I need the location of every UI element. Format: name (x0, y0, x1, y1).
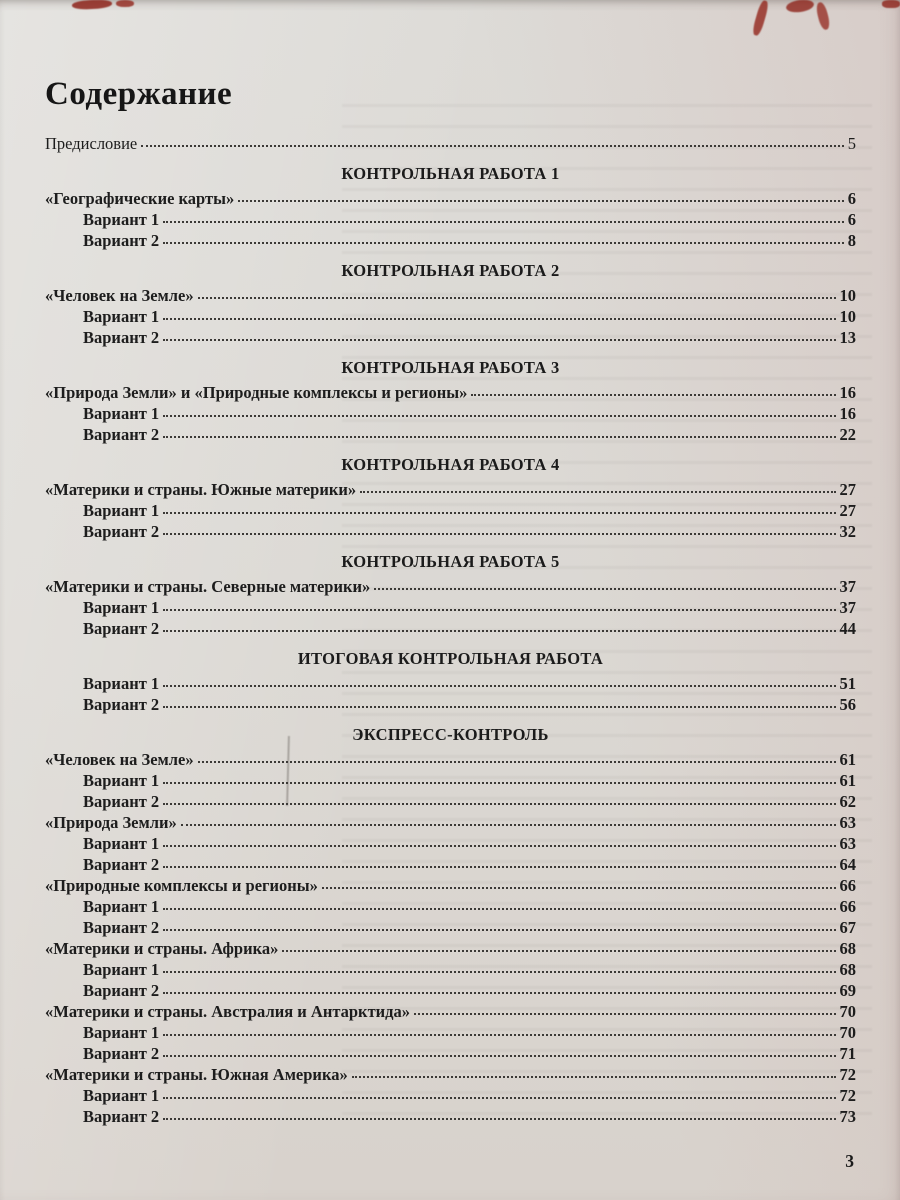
toc-entry-label: Вариант 2 (83, 425, 160, 444)
toc-entry (45, 1022, 856, 1043)
toc-entry (45, 209, 856, 230)
toc-entry-label: Вариант 2 (83, 619, 160, 638)
toc-entry-page-number: 70 (839, 1002, 856, 1021)
toc-entry (45, 1085, 856, 1106)
toc-entry-label: Предисловие (45, 134, 138, 153)
toc-entry-page-number: 63 (839, 813, 856, 832)
toc-leader-dots (163, 415, 835, 417)
toc-leader-dots (374, 588, 835, 590)
toc-leader-dots (163, 1097, 835, 1099)
toc-entry (45, 1043, 856, 1064)
toc-leader-dots (414, 1013, 835, 1015)
toc-leader-dots (198, 297, 836, 299)
toc-entry (45, 833, 856, 854)
toc-entry-label: Вариант 1 (83, 960, 160, 979)
toc-entry (45, 812, 856, 833)
toc-entry (45, 382, 856, 403)
toc-entry-page-number: 6 (847, 210, 856, 229)
toc-entry-page-number: 56 (839, 695, 856, 714)
toc-leader-dots (163, 1055, 835, 1057)
toc-entry-page-number: 68 (839, 939, 856, 958)
toc-leader-dots (163, 685, 835, 687)
toc-entry (45, 917, 856, 938)
toc-leader-dots (163, 242, 844, 244)
toc-leader-dots (360, 491, 835, 493)
toc-leader-dots (322, 887, 836, 889)
toc-entry (45, 188, 856, 209)
toc-entry-label: «Материки и страны. Австралия и Антарктида» (45, 1002, 411, 1021)
toc-entry-page-number: 44 (839, 619, 856, 638)
toc-leader-dots (163, 1034, 835, 1036)
toc-entry (45, 938, 856, 959)
toc-entry-page-number: 10 (839, 286, 856, 305)
toc-leader-dots (163, 866, 835, 868)
toc-entry (45, 327, 856, 348)
toc-section-heading: КОНТРОЛЬНАЯ РАБОТА 1 (341, 164, 560, 183)
toc-entry (45, 618, 856, 639)
toc-entry-label: Вариант 2 (83, 1044, 160, 1063)
toc-entry-page-number: 5 (847, 134, 856, 153)
toc-leader-dots (198, 761, 836, 763)
toc-entry-label: Вариант 2 (83, 855, 160, 874)
toc-entry (45, 597, 856, 618)
toc-entry-label: Вариант 2 (83, 695, 160, 714)
toc-leader-dots (181, 824, 836, 826)
toc-entry (45, 1064, 856, 1085)
toc-entry-label: Вариант 2 (83, 981, 160, 1000)
toc-entry-label: «Географические карты» (45, 189, 235, 208)
toc-entry-label: Вариант 1 (83, 834, 160, 853)
toc-entry-label: Вариант 1 (83, 674, 160, 693)
toc-leader-dots (163, 929, 835, 931)
toc-section-heading: КОНТРОЛЬНАЯ РАБОТА 3 (341, 358, 560, 377)
toc-leader-dots (238, 200, 844, 202)
toc-entry-page-number: 51 (839, 674, 856, 693)
toc-leader-dots (471, 394, 835, 396)
toc-entry (45, 285, 856, 306)
toc-leader-dots (163, 221, 844, 223)
toc-entry (45, 749, 856, 770)
toc-entry (45, 133, 856, 154)
toc-entry-label: «Природа Земли» и «Природные комплексы и регионы» (45, 383, 468, 402)
page-title: Содержание (45, 76, 233, 112)
toc-entry (45, 673, 856, 694)
toc-section-heading: КОНТРОЛЬНАЯ РАБОТА 5 (341, 552, 560, 571)
toc-entry (45, 424, 856, 445)
toc-entry-label: «Материки и страны. Южная Америка» (45, 1065, 348, 1084)
toc-leader-dots (163, 908, 835, 910)
toc-entry (45, 576, 856, 597)
toc-entry-label: Вариант 1 (83, 210, 160, 229)
toc-entry-label: Вариант 2 (83, 792, 160, 811)
toc-section-heading: ЭКСПРЕСС-КОНТРОЛЬ (352, 725, 549, 744)
toc-entry-label: Вариант 1 (83, 404, 160, 423)
table-of-contents (45, 0, 856, 1127)
toc-entry-page-number: 66 (839, 876, 856, 895)
toc-entry-label: Вариант 1 (83, 598, 160, 617)
toc-entry-page-number: 32 (839, 522, 856, 541)
toc-entry-label: «Природные комплексы и регионы» (45, 876, 318, 895)
toc-entry-page-number: 64 (839, 855, 856, 874)
toc-entry (45, 959, 856, 980)
toc-entry-label: Вариант 2 (83, 231, 160, 250)
toc-section-heading: ИТОГОВАЯ КОНТРОЛЬНАЯ РАБОТА (297, 649, 604, 668)
toc-leader-dots (163, 609, 835, 611)
toc-entry-page-number: 37 (839, 598, 856, 617)
toc-entry (45, 854, 856, 875)
toc-entry (45, 306, 856, 327)
toc-entry-page-number: 63 (839, 834, 856, 853)
toc-entry-label: Вариант 2 (83, 522, 160, 541)
toc-entry-page-number: 16 (839, 383, 856, 402)
toc-leader-dots (163, 971, 835, 973)
toc-entry-page-number: 72 (839, 1086, 856, 1105)
toc-entry (45, 1001, 856, 1022)
toc-entry-page-number: 6 (847, 189, 856, 208)
toc-entry (45, 403, 856, 424)
toc-entry (45, 479, 856, 500)
toc-leader-dots (163, 339, 835, 341)
toc-entry-page-number: 61 (839, 750, 856, 769)
toc-leader-dots (163, 706, 835, 708)
toc-entry-page-number: 13 (839, 328, 856, 347)
toc-entry-page-number: 16 (839, 404, 856, 423)
toc-entry (45, 230, 856, 251)
toc-entry-label: Вариант 2 (83, 918, 160, 937)
toc-entry-page-number: 61 (839, 771, 856, 790)
red-ink-mark (882, 0, 900, 8)
toc-leader-dots (163, 318, 835, 320)
toc-leader-dots (163, 845, 835, 847)
toc-entry (45, 694, 856, 715)
toc-leader-dots (141, 145, 844, 147)
toc-entry-page-number: 73 (839, 1107, 856, 1126)
toc-entry-label: Вариант 1 (83, 897, 160, 916)
toc-entry-page-number: 68 (839, 960, 856, 979)
toc-entry-page-number: 67 (839, 918, 856, 937)
toc-entry-label: «Материки и страны. Африка» (45, 939, 279, 958)
toc-leader-dots (352, 1076, 836, 1078)
toc-section-heading: КОНТРОЛЬНАЯ РАБОТА 4 (341, 455, 560, 474)
toc-leader-dots (163, 803, 835, 805)
toc-entry-label: «Материки и страны. Южные материки» (45, 480, 357, 499)
toc-list (45, 133, 856, 1127)
toc-entry (45, 875, 856, 896)
toc-entry-page-number: 72 (839, 1065, 856, 1084)
toc-entry-label: «Природа Земли» (45, 813, 177, 832)
toc-entry-label: «Человек на Земле» (45, 286, 194, 305)
toc-entry (45, 791, 856, 812)
toc-entry-page-number: 22 (839, 425, 856, 444)
toc-entry-page-number: 71 (839, 1044, 856, 1063)
toc-leader-dots (163, 436, 835, 438)
toc-entry (45, 770, 856, 791)
toc-entry-label: Вариант 1 (83, 771, 160, 790)
toc-entry-page-number: 62 (839, 792, 856, 811)
toc-entry-page-number: 69 (839, 981, 856, 1000)
page-number: 3 (845, 1151, 854, 1171)
toc-leader-dots (163, 1118, 835, 1120)
toc-entry (45, 980, 856, 1001)
toc-leader-dots (163, 782, 835, 784)
toc-leader-dots (163, 512, 835, 514)
toc-leader-dots (282, 950, 835, 952)
toc-entry-page-number: 27 (839, 501, 856, 520)
toc-section-heading: КОНТРОЛЬНАЯ РАБОТА 2 (341, 261, 560, 280)
toc-entry-label: Вариант 2 (83, 1107, 160, 1126)
toc-entry-label: Вариант 1 (83, 501, 160, 520)
toc-entry-label: Вариант 1 (83, 1023, 160, 1042)
toc-entry-label: Вариант 2 (83, 328, 160, 347)
toc-entry-label: Вариант 1 (83, 1086, 160, 1105)
toc-entry-page-number: 10 (839, 307, 856, 326)
toc-entry-page-number: 8 (847, 231, 856, 250)
toc-entry-label: Вариант 1 (83, 307, 160, 326)
toc-entry (45, 500, 856, 521)
toc-entry-page-number: 66 (839, 897, 856, 916)
toc-leader-dots (163, 992, 835, 994)
toc-entry (45, 521, 856, 542)
toc-entry-page-number: 27 (839, 480, 856, 499)
toc-entry-page-number: 70 (839, 1023, 856, 1042)
toc-leader-dots (163, 533, 835, 535)
toc-entry-label: «Человек на Земле» (45, 750, 194, 769)
toc-entry-page-number: 37 (839, 577, 856, 596)
toc-entry (45, 1106, 856, 1127)
toc-entry-label: «Материки и страны. Северные материки» (45, 577, 371, 596)
toc-leader-dots (163, 630, 835, 632)
toc-entry (45, 896, 856, 917)
